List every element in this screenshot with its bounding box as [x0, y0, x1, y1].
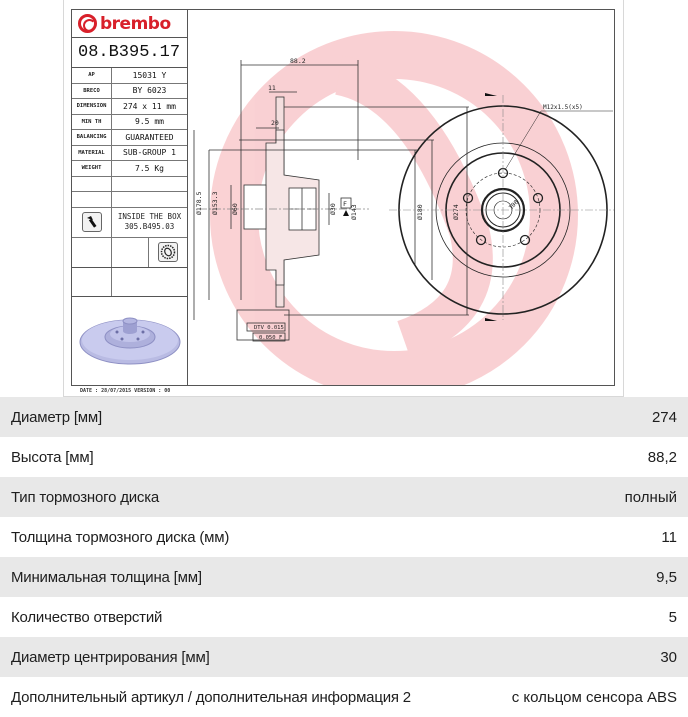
dia-143: Ø143 [350, 204, 358, 220]
abs-ring-row [72, 238, 187, 268]
dtv-tolerance: DTV 0.015 [254, 325, 284, 331]
dia-30: Ø30 [329, 203, 337, 215]
spec-value: 9.5 mm [135, 117, 164, 127]
table-row [0, 677, 688, 717]
property-label: Высота [мм] [11, 448, 94, 466]
spec-value: GUARANTEED [125, 132, 174, 142]
spec-row-empty [72, 192, 187, 208]
brand-name: brembo [100, 13, 171, 34]
date-version: DATE : 28/07/2015 VERSION : 00 [80, 388, 171, 394]
spec-key: MATERIAL [72, 146, 112, 161]
dim-thickness: 11 [268, 84, 276, 92]
spec-key: MIN TH [72, 115, 112, 130]
spec-value: 7.5 Kg [135, 163, 164, 173]
table-row [0, 557, 688, 597]
spec-row-empty [72, 268, 187, 297]
property-value: 30 [660, 648, 677, 666]
property-label: Толщина тормозного диска (мм) [11, 528, 230, 546]
table-row [0, 597, 688, 637]
inside-the-box-row [72, 208, 187, 238]
thread-spec: M12x1.5(x5) [543, 104, 583, 111]
screw-icon [82, 212, 102, 232]
spec-column [72, 10, 188, 385]
spec-key: BALANCING [72, 130, 112, 145]
spec-value: BY 6023 [132, 86, 167, 96]
disc-thumbnail [72, 297, 187, 382]
dia-153-3: Ø153.3 [211, 191, 219, 215]
property-value: 11 [661, 528, 677, 546]
runout-tolerance: 0.050 [259, 335, 276, 341]
spec-row-weight [72, 161, 187, 177]
pcd-dim: 108 [507, 198, 521, 212]
property-value: 88,2 [647, 448, 677, 466]
datum-f: F [343, 200, 347, 208]
inside-the-box-text [112, 208, 187, 237]
dia-274: Ø274 [452, 204, 460, 220]
spec-row-material [72, 146, 187, 162]
spec-value: 15031 Y [132, 70, 167, 80]
spec-key: AP [72, 68, 112, 83]
spec-value: 274 x 11 mm [123, 101, 176, 111]
dim-20: 20 [271, 119, 279, 127]
technical-datasheet [63, 0, 624, 397]
property-label: Диаметр центрирования [мм] [11, 648, 210, 666]
property-value: полный [624, 488, 677, 506]
brembo-logo-icon [78, 14, 97, 33]
property-label: Минимальная толщина [мм] [11, 568, 202, 586]
runout-ref: F [279, 335, 283, 341]
property-label: Количество отверстий [11, 608, 163, 626]
table-row [0, 477, 688, 517]
table-row [0, 397, 688, 437]
property-label: Тип тормозного диска [11, 488, 160, 506]
spec-row-ap [72, 68, 187, 84]
part-number: 08.B395.17 [72, 38, 187, 68]
table-row [0, 637, 688, 677]
property-label: Дополнительный артикул / дополнительная информация 2 [11, 688, 411, 706]
property-value: 274 [651, 408, 677, 426]
dia-60: Ø60 [231, 203, 239, 215]
datasheet-frame [71, 9, 615, 386]
inside-the-box-label: INSIDE THE BOX [117, 212, 182, 221]
spec-key: BRECO [72, 84, 112, 99]
table-row [0, 517, 688, 557]
spec-row-min-th [72, 115, 187, 131]
property-value: с кольцом сенсора ABS [511, 688, 677, 706]
spec-key: WEIGHT [72, 161, 112, 176]
brand-logo [72, 10, 187, 38]
spec-row-empty [72, 177, 187, 193]
table-row [0, 437, 688, 477]
dia-178-5: Ø178.5 [195, 191, 203, 215]
technical-drawing [189, 10, 615, 385]
dim-width: 88.2 [290, 57, 306, 65]
properties-table [0, 397, 688, 717]
abs-ring-icon [158, 242, 178, 262]
inside-the-box-part: 305.B495.03 [124, 222, 175, 231]
spec-value: SUB-GROUP 1 [123, 148, 176, 158]
spec-key: DIMENSION [72, 99, 112, 114]
property-value: 5 [668, 608, 677, 626]
spec-row-dimension [72, 99, 187, 115]
property-label: Диаметр [мм] [11, 408, 102, 426]
spec-row-balancing [72, 130, 187, 146]
property-value: 9,5 [656, 568, 677, 586]
spec-row-breco [72, 84, 187, 100]
dia-180: Ø180 [416, 204, 424, 220]
